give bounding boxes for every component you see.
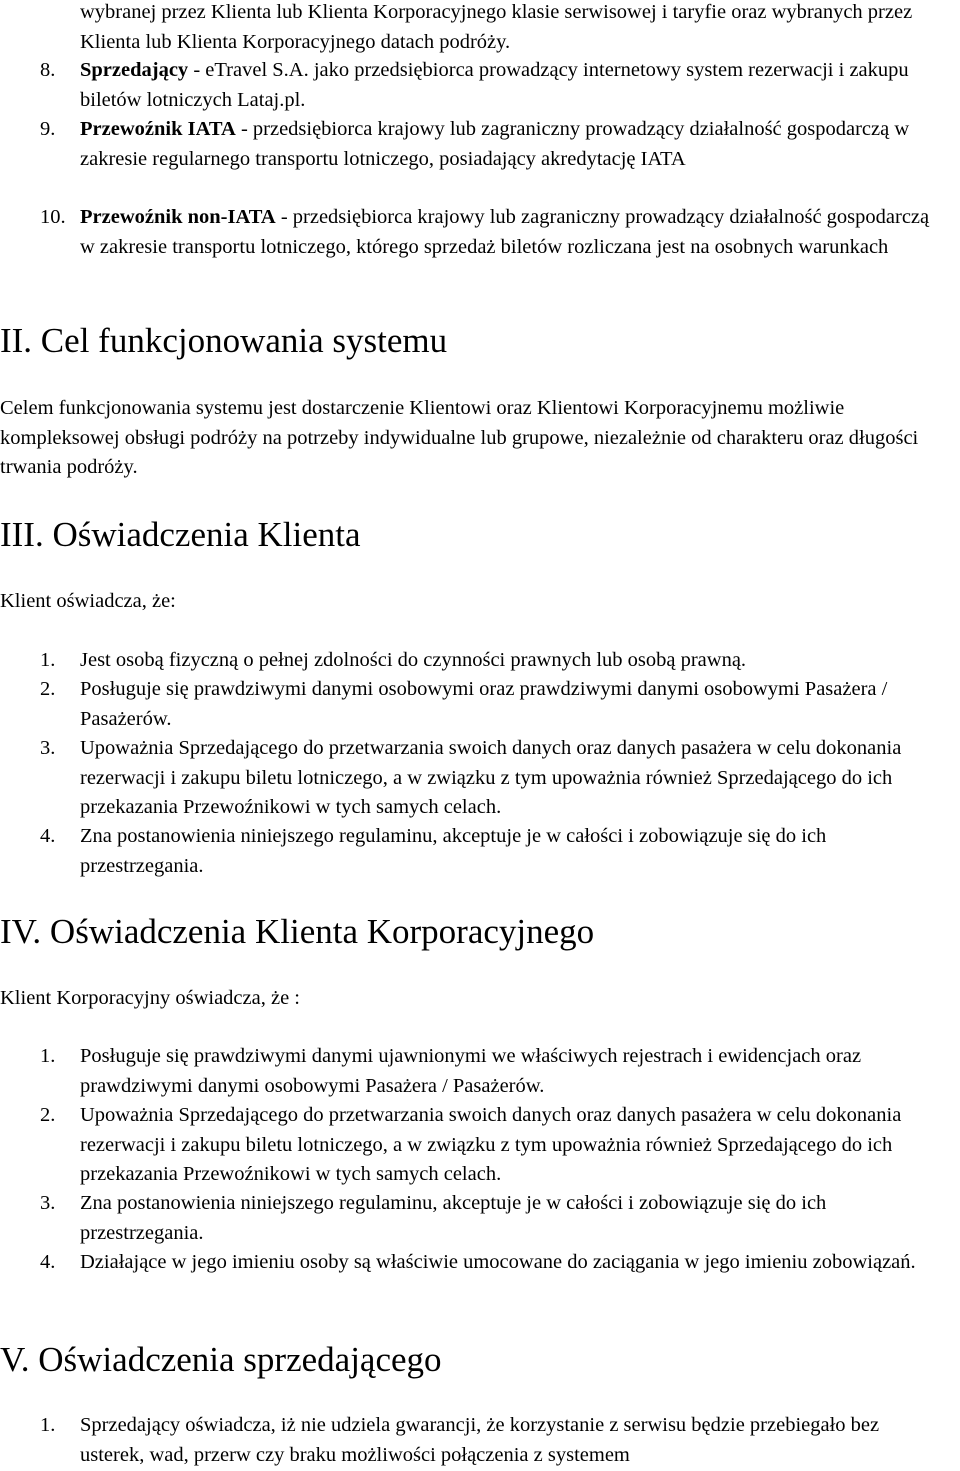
item-number: 3. — [40, 737, 56, 759]
definition-item-8 — [40, 56, 940, 115]
corporate-statement-1 — [40, 1042, 940, 1101]
item-number: 4. — [40, 825, 56, 847]
item-text: Sprzedający oświadcza, iż nie udziela gwarancji, że korzystanie z serwisu będzie przebiegało bez usterek, wad, przerw czy braku możliwości połączenia z systemem — [80, 1414, 880, 1466]
section-heading-5: V. Oświadczenia sprzedającego — [0, 1340, 442, 1379]
item-number: 2. — [40, 1104, 56, 1126]
corporate-statement-2 — [40, 1101, 940, 1190]
definition-text: - eTravel S.A. jako przedsiębiorca prowadzący internetowy system rezerwacji i zakupu biletów lotniczych Lataj.pl. — [80, 59, 909, 111]
item-number: 2. — [40, 678, 56, 700]
item-text: Upoważnia Sprzedającego do przetwarzania swoich danych oraz danych pasażera w celu dokonania rezerwacji i zakupu biletu lotniczego, a w związku z tym upoważnia również Sprzedającego do ich przekazania Przewoźnikowi w tych samych celach. — [80, 1104, 902, 1185]
definition-item-10 — [40, 203, 940, 262]
item-number: 1. — [40, 1414, 56, 1436]
item-number: 9. — [40, 118, 56, 140]
section-heading-2: II. Cel funkcjonowania systemu — [0, 321, 448, 360]
definition-term: Przewoźnik non-IATA — [80, 206, 276, 228]
definition-text: - przedsiębiorca krajowy lub zagraniczny prowadzący działalność gospodarczą w zakresie transportu lotniczego, którego sprzedaż biletów rozliczana jest na osobnych warunkach — [80, 206, 930, 258]
section-2-paragraph: Celem funkcjonowania systemu jest dostarczenie Klientowi oraz Klientowi Korporacyjnemu możliwie kompleksowej obsługi podróży na potrzeby indywidualne lub grupowe, niezależnie od charakteru oraz długości trwania podróży. — [0, 397, 919, 478]
corporate-statement-4 — [40, 1248, 940, 1278]
item-text: Zna postanowienia niniejszego regulaminu, akceptuje je w całości i zobowiązuje się do ich przestrzegania. — [80, 825, 827, 877]
seller-statement-1 — [40, 1411, 940, 1470]
client-statement-1 — [40, 646, 940, 676]
item-number: 3. — [40, 1192, 56, 1214]
definition-term: Przewoźnik IATA — [80, 118, 236, 140]
corporate-statement-3 — [40, 1189, 940, 1248]
item-number: 8. — [40, 59, 56, 81]
section-heading-4: IV. Oświadczenia Klienta Korporacyjnego — [0, 912, 595, 951]
section-heading-3: III. Oświadczenia Klienta — [0, 515, 361, 554]
item-text: Jest osobą fizyczną o pełnej zdolności do czynności prawnych lub osobą prawną. — [80, 649, 747, 671]
client-statement-4 — [40, 822, 940, 881]
item-text: Posługuje się prawdziwymi danymi osobowymi oraz prawdziwymi danymi osobowymi Pasażera / Pasażerów. — [80, 678, 888, 730]
item-number: 4. — [40, 1251, 56, 1273]
item-number: 10. — [40, 206, 66, 228]
section-3-intro: Klient oświadcza, że: — [0, 590, 176, 612]
definition-text: - przedsiębiorca krajowy lub zagraniczny prowadzący działalność gospodarczą w zakresie regularnego transportu lotniczego, posiadający akredytację IATA — [80, 118, 910, 170]
item-text: Zna postanowienia niniejszego regulaminu, akceptuje je w całości i zobowiązuje się do ich przestrzegania. — [80, 1192, 827, 1244]
continuation-text: wybranej przez Klienta lub Klienta Korporacyjnego klasie serwisowej i taryfie oraz wybranych przez Klienta lub Klienta Korporacyjnego datach podróży. — [80, 1, 913, 53]
client-statement-3 — [40, 734, 940, 823]
item-text: Upoważnia Sprzedającego do przetwarzania swoich danych oraz danych pasażera w celu dokonania rezerwacji i zakupu biletu lotniczego, a w związku z tym upoważnia również Sprzedającego do ich przekazania Przewoźnikowi w tych samych celach. — [80, 737, 902, 818]
client-statement-2 — [40, 675, 940, 734]
section-4-intro: Klient Korporacyjny oświadcza, że : — [0, 987, 300, 1009]
item-number: 1. — [40, 1045, 56, 1067]
item-text: Posługuje się prawdziwymi danymi ujawnionymi we właściwych rejestrach i ewidencjach oraz prawdziwymi danymi osobowymi Pasażera / Pasażerów. — [80, 1045, 862, 1097]
item-text: Działające w jego imieniu osoby są właściwie umocowane do zaciągania w jego imieniu zobowiązań. — [80, 1251, 916, 1273]
definition-item-9 — [40, 115, 940, 174]
item-number: 1. — [40, 649, 56, 671]
definition-term: Sprzedający — [80, 59, 189, 81]
